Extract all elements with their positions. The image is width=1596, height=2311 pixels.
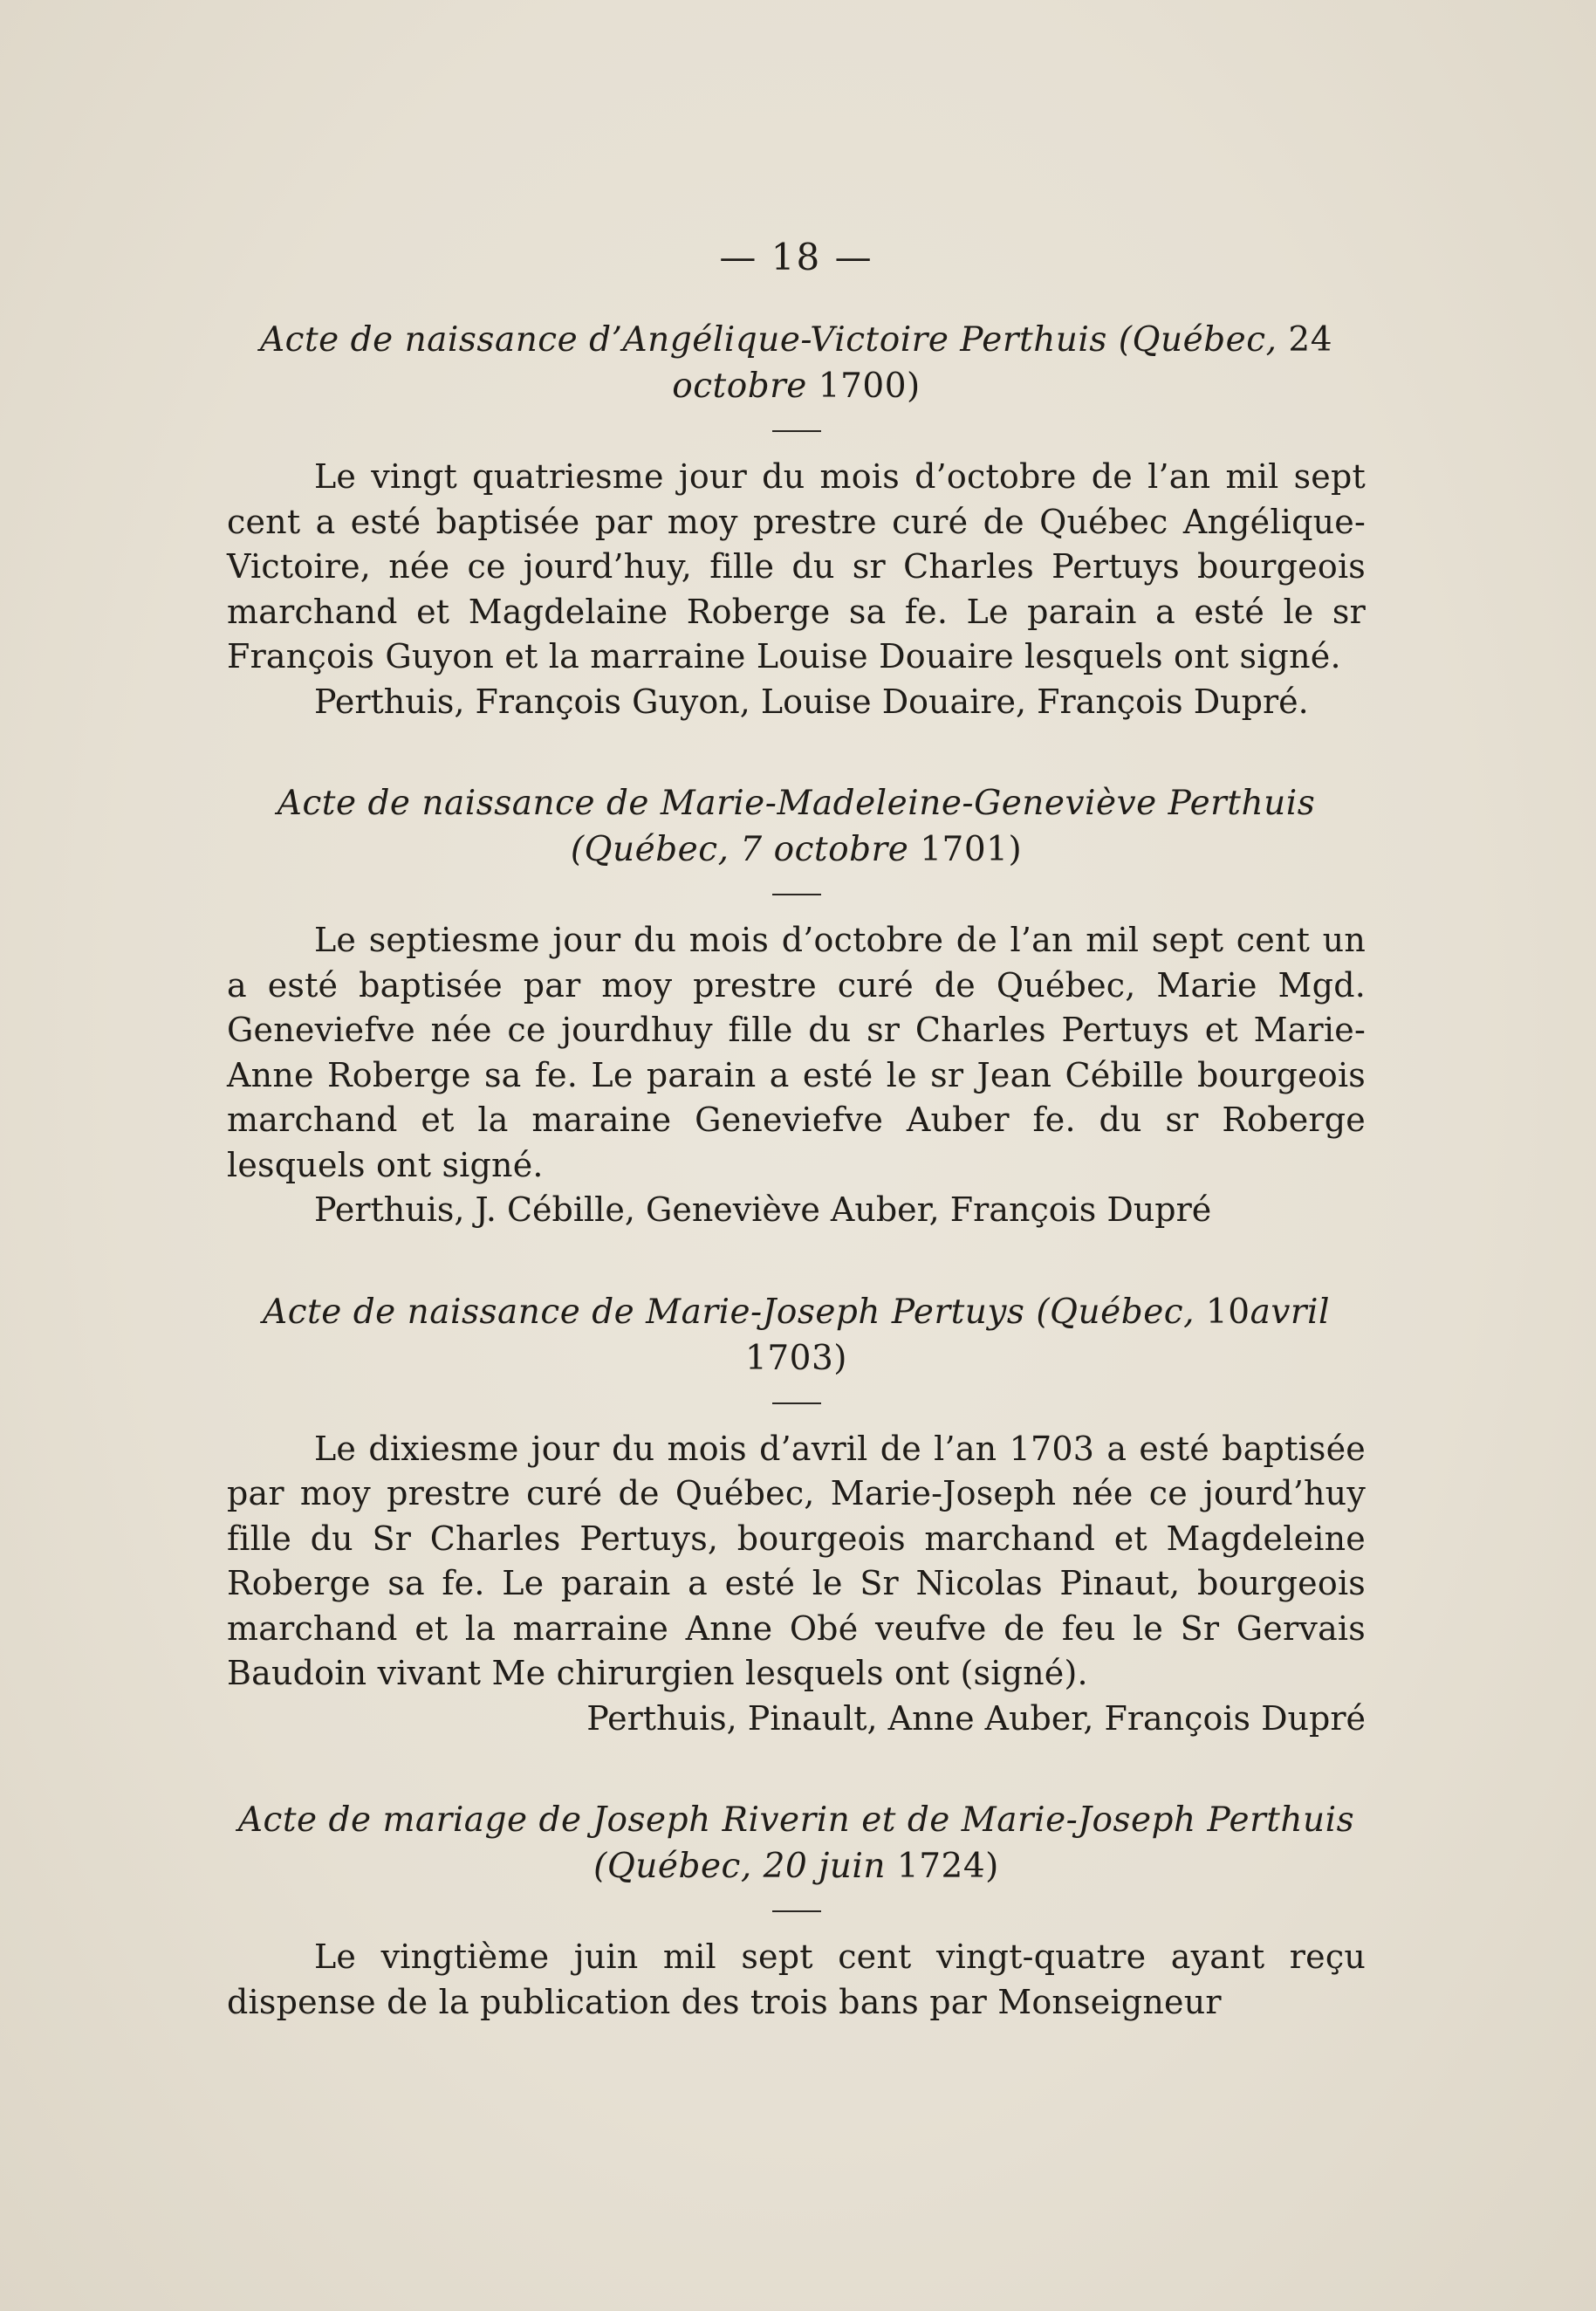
divider-rule bbox=[772, 1910, 821, 1912]
section-heading bbox=[227, 1289, 1366, 1382]
signatures-line: Perthuis, Pinault, Anne Auber, François Dupré bbox=[586, 1698, 1366, 1738]
signatures-line: Perthuis, J. Cébille, Geneviève Auber, François Dupré bbox=[314, 1190, 1212, 1229]
section-paragraph: Le dixiesme jour du mois d’avril de l’an 1703 a esté baptisée par moy prestre curé de Québec, Marie-Joseph née ce jourd’huy fille du Sr Charles Pertuys, bourgeois marchand et Magdeleine Roberge sa fe. Le parain a esté le Sr Nicolas Pinaut, bourgeois marchand et la marraine Anne Obé veufve de feu le Sr Gervais Baudoin vivant Me chirurgien lesquels ont (signé). bbox=[227, 1429, 1366, 1692]
divider-rule bbox=[772, 1402, 821, 1404]
section-heading bbox=[227, 1797, 1366, 1889]
section-birth-marie-madeleine-genevieve bbox=[227, 780, 1366, 1233]
section-heading bbox=[227, 780, 1366, 873]
heading-text: avril bbox=[1250, 1292, 1330, 1332]
heading-year: 1703) bbox=[745, 1338, 847, 1378]
section-birth-marie-joseph bbox=[227, 1289, 1366, 1742]
signatures-line: Perthuis, François Guyon, Louise Douaire, François Dupré. bbox=[314, 682, 1309, 721]
heading-text: Acte de mariage de Joseph Riverin et de Marie-Joseph Perthuis (Québec, 20 juin bbox=[237, 1800, 1355, 1886]
heading-year: 1724) bbox=[896, 1847, 999, 1886]
section-paragraph: Le vingt quatriesme jour du mois d’octobre de l’an mil sept cent a esté baptisée par moy prestre curé de Québec Angélique-Victoire, née ce jourd’huy, fille du sr Charles Pertuys bourgeois marchand et Magdelaine Roberge sa fe. Le parain a esté le sr François Guyon et la marraine Louise Douaire lesquels ont signé. bbox=[227, 457, 1366, 675]
divider-rule bbox=[772, 894, 821, 895]
heading-text: octobre bbox=[672, 367, 807, 406]
heading-year: 1700) bbox=[818, 367, 921, 406]
section-marriage-riverin-perthuis bbox=[227, 1797, 1366, 2025]
heading-year: 1701) bbox=[920, 830, 1023, 869]
heading-text: Acte de naissance de Marie-Joseph Pertuys (Québec, bbox=[263, 1292, 1195, 1332]
page-number: — 18 — bbox=[719, 236, 873, 278]
heading-text: Acte de naissance d’Angélique-Victoire Perthuis (Québec, bbox=[259, 320, 1277, 360]
section-heading bbox=[227, 317, 1366, 409]
section-birth-angelique-victoire bbox=[227, 317, 1366, 724]
section-paragraph: Le vingtième juin mil sept cent vingt-quatre ayant reçu dispense de la publication des trois bans par Monseigneur bbox=[227, 1937, 1366, 2021]
page-content bbox=[227, 236, 1366, 2025]
divider-rule bbox=[772, 430, 821, 432]
section-paragraph: Le septiesme jour du mois d’octobre de l’an mil sept cent un a esté baptisée par moy prestre curé de Québec, Marie Mgd. Geneviefve née ce jourdhuy fille du sr Charles Pertuys et Marie-Anne Roberge sa fe. Le parain a esté le sr Jean Cébille bourgeois marchand et la maraine Geneviefve Auber fe. du sr Roberge lesquels ont signé. bbox=[227, 921, 1366, 1184]
heading-text: (Québec, 7 octobre bbox=[570, 830, 909, 869]
heading-text: Acte de naissance de Marie-Madeleine-Geneviève Perthuis bbox=[277, 784, 1316, 823]
heading-number: 10 bbox=[1205, 1292, 1250, 1332]
heading-number: 24 bbox=[1288, 320, 1333, 360]
